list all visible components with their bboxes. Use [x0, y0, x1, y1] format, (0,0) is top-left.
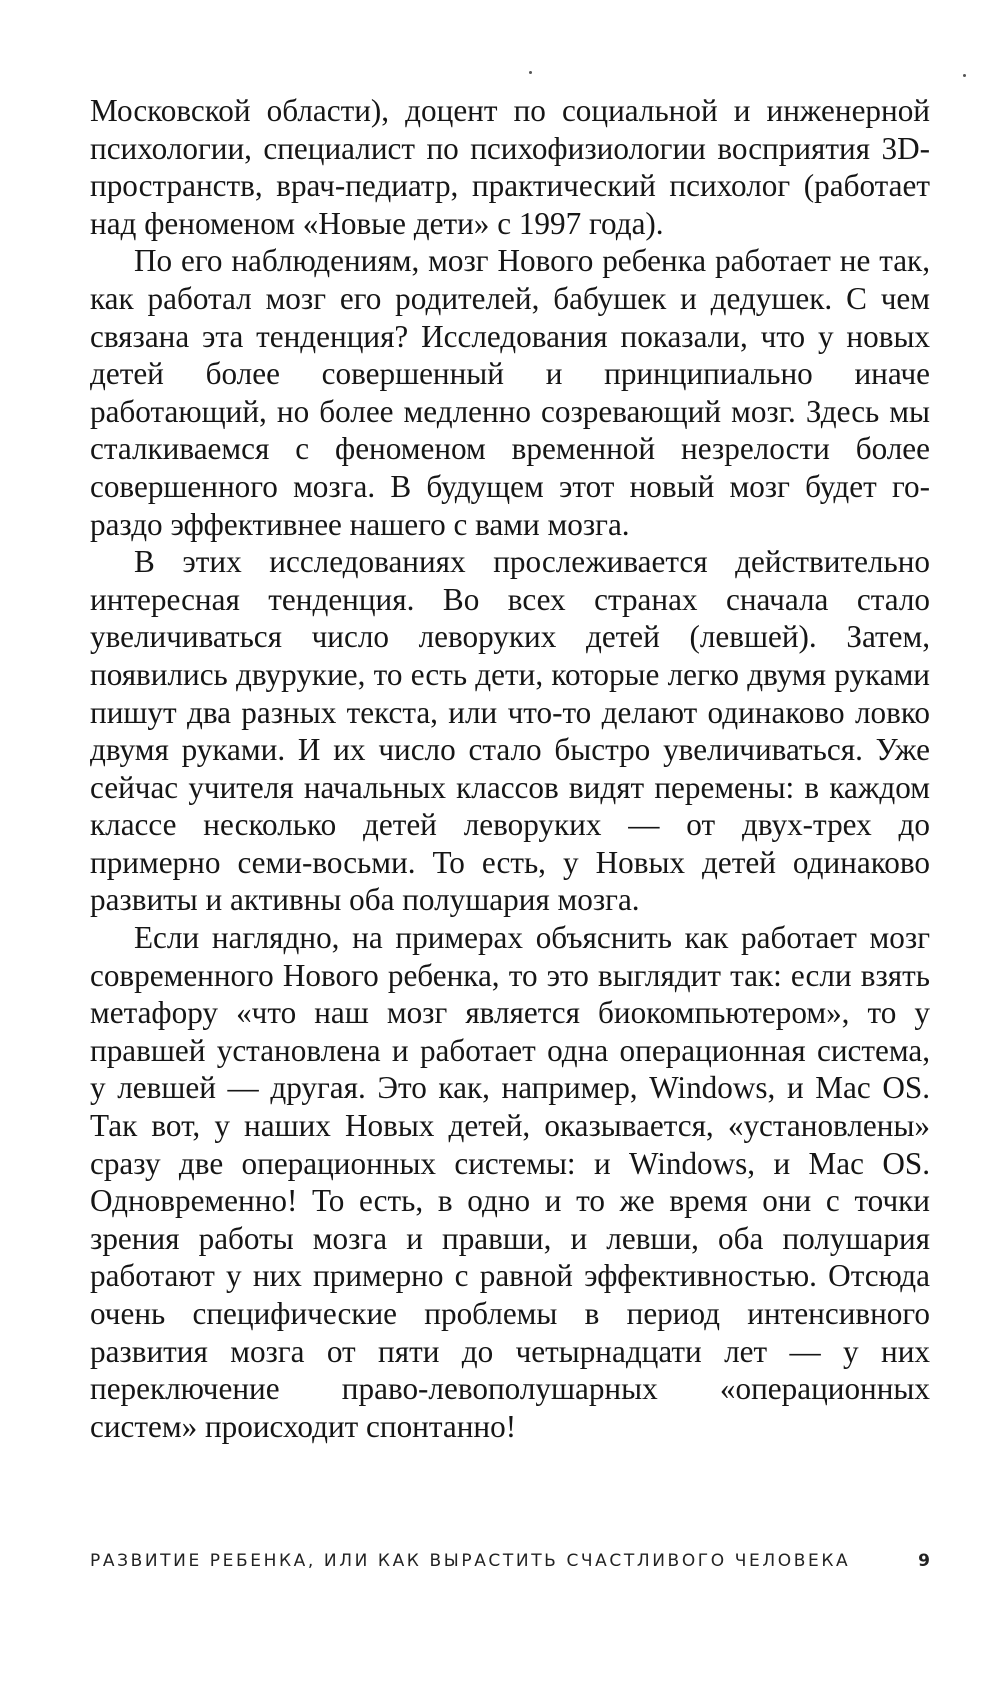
running-head: РАЗВИТИЕ РЕБЕНКА, ИЛИ КАК ВЫРАСТИТЬ СЧАСТЛИВОГО ЧЕЛОВЕКА: [90, 1551, 851, 1571]
print-speck: [529, 71, 532, 74]
print-speck: [963, 74, 966, 77]
body-text: [90, 92, 930, 1445]
paragraph: Если наглядно, на примерах объяснить как работает мозг современного Нового ребенка, то это выглядит так: если взять метафору «что наш мозг является биокомпьютером», то у правшей установлена и работает одна операционная система, у левшей — другая. Это как, например, Windows, и Mac OS. Так вот, у наших Новых детей, оказывается, «установлены» сразу две операционных системы: и Windows, и Mac OS. Одновременно! То есть, в одно и то же время они с точки зрения работы мозга и правши, и левши, оба полушария работают у них примерно с равной эффективностью. Отсюда очень специфические проблемы в период интенсивного развития мозга от пяти до четырнадцати лет — у них переключение право-левополушарных «операционных систем» происходит спонтанно!: [90, 920, 930, 1444]
paragraph: В этих исследованиях прослеживается действительно интересная тенденция. Во всех странах сначала стало увеличиваться число леворуких детей (левшей). Затем, появились двурукие, то есть дети, которые легко двумя руками пишут два разных текста, или что-то делают одинаково ловко двумя руками. И их число стало быстро увеличиваться. Уже сейчас учителя начальных классов видят перемены: в каждом классе несколько детей леворуких — от двух-трех до примерно семи-восьми. То есть, у Новых детей одинаково развиты и активны оба полушария мозга.: [90, 544, 930, 918]
page-footer: [90, 1551, 930, 1575]
page-number: 9: [918, 1551, 930, 1571]
paragraph: По его наблюдениям, мозг Нового ребенка работает не так, как работал мозг его родителей, бабушек и дедушек. С чем связана эта тенденция? Исследования показали, что у новых детей более совершенный и принципиально иначе работающий, но более медленно созревающий мозг. Здесь мы сталкиваемся с феноменом временной незрелости более совершенного мозга. В будущем этот новый мозг будет гораздо эффективнее нашего с вами мозга.: [90, 243, 930, 542]
paragraph-continued: Московской области), доцент по социальной и инженерной психологии, специалист по психофизиологии восприятия 3D-пространств, врач-педиатр, практический психолог (работает над феноменом «Новые дети» с 1997 года).: [90, 93, 930, 241]
